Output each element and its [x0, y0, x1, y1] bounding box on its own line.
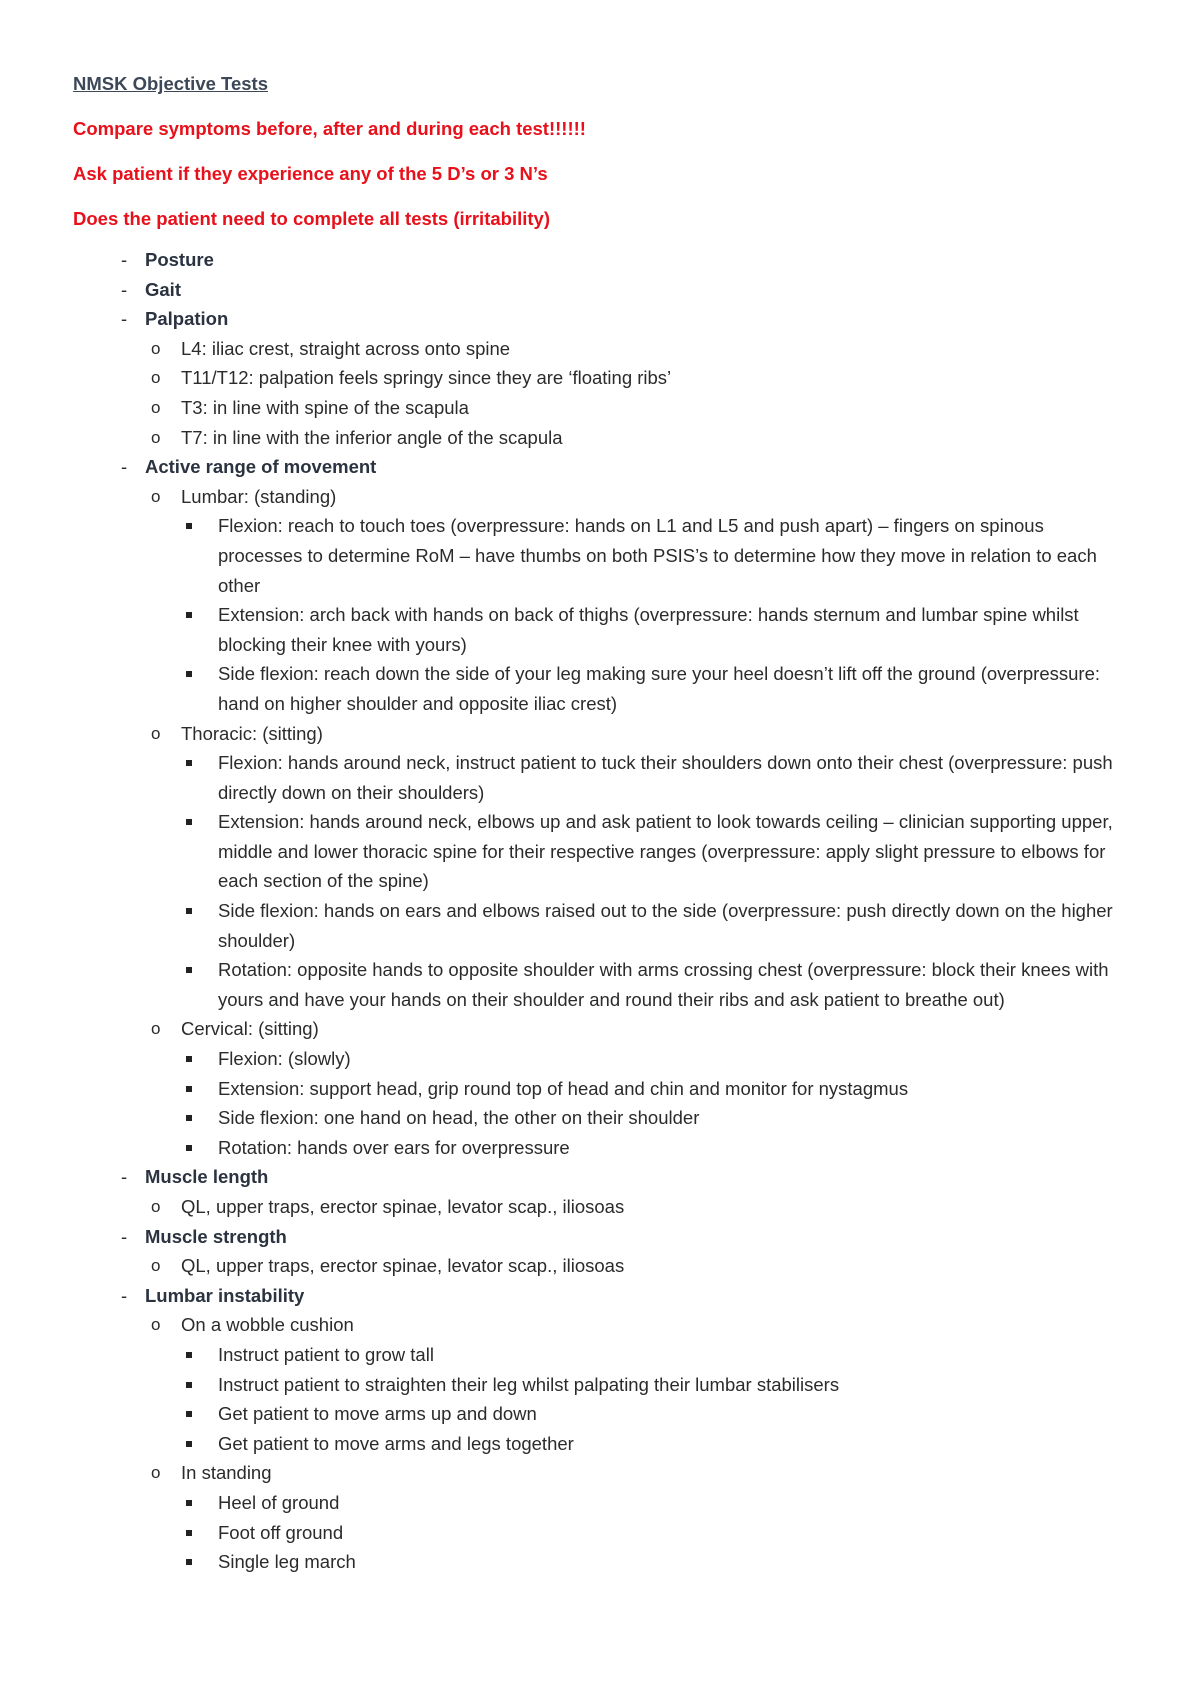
test-list: [73, 245, 1133, 1577]
list-item-muscle-length: [73, 1162, 1133, 1221]
section-label: Muscle strength: [145, 1225, 287, 1247]
list-item: [73, 393, 1133, 423]
list-item-lumbar: [73, 482, 1133, 719]
list-item: [73, 1251, 1133, 1281]
list-item: [73, 1340, 1133, 1370]
circle-marker: o: [151, 427, 161, 447]
item-text: Extension: support head, grip round top of head and chin and monitor for nystagmus: [218, 1077, 909, 1099]
item-text: Flexion: hands around neck, instruct patient to tuck their shoulders down onto their chest (overpressure: push directly down on their shoulders): [218, 752, 1113, 803]
document-body: [73, 72, 1133, 1577]
square-bullet-icon: [186, 1488, 192, 1519]
list-item: [73, 1044, 1133, 1074]
square-bullet-icon: [186, 1547, 192, 1578]
list-item: [73, 1103, 1133, 1133]
list-item: [73, 955, 1133, 1014]
square-bullet-icon: [186, 600, 192, 631]
circle-marker: o: [151, 1197, 161, 1216]
item-text: Side flexion: hands on ears and elbows raised out to the side (overpressure: push directly down on the higher shoulder): [218, 900, 1113, 951]
square-bullet-icon: [186, 1370, 192, 1401]
square-bullet-icon: [186, 955, 192, 986]
list-item: [73, 1133, 1133, 1163]
section-label: Lumbar instability: [145, 1284, 305, 1306]
item-text: Extension: arch back with hands on back of thighs (overpressure: hands sternum and lumbar spine whilst blocking their knee with yours): [218, 604, 1079, 655]
note-ask-patient: Ask patient if they experience any of the 5 D’s or 3 N’s: [73, 163, 548, 184]
list-item: [73, 600, 1133, 659]
square-bullet-icon: [186, 511, 192, 542]
circle-marker: o: [151, 1315, 161, 1335]
item-text: QL, upper traps, erector spinae, levator scap., iliosoas: [181, 1196, 625, 1217]
square-bullet-icon: [186, 748, 192, 779]
list-item-thoracic: [73, 719, 1133, 1015]
list-item: [73, 1488, 1133, 1518]
list-item-wobble-cushion: [73, 1310, 1133, 1458]
list-item: [73, 896, 1133, 955]
dash-marker: -: [121, 249, 128, 270]
section-label: Posture: [145, 249, 214, 270]
item-text: Get patient to move arms and legs together: [218, 1432, 574, 1454]
square-bullet-icon: [186, 1044, 192, 1075]
list-item-palpation: [73, 304, 1133, 452]
square-bullet-icon: [186, 1103, 192, 1134]
square-bullet-icon: [186, 1518, 192, 1549]
list-item-cervical: [73, 1014, 1133, 1162]
item-text: Flexion: (slowly): [218, 1048, 351, 1070]
circle-marker: o: [151, 338, 161, 358]
circle-marker: o: [151, 1463, 161, 1483]
item-text: T3: in line with spine of the scapula: [181, 396, 469, 418]
dash-marker: -: [121, 1225, 128, 1247]
list-item: [73, 363, 1133, 393]
list-item: [73, 1429, 1133, 1459]
subsection-label: In standing: [181, 1462, 272, 1484]
item-text: Instruct patient to straighten their leg whilst palpating their lumbar stabilisers: [218, 1373, 840, 1395]
circle-marker: o: [151, 368, 161, 388]
item-text: Heel of ground: [218, 1491, 340, 1513]
item-text: QL, upper traps, erector spinae, levator scap., iliosoas: [181, 1255, 625, 1277]
list-item: [73, 1192, 1133, 1222]
list-item: [73, 1518, 1133, 1548]
list-item: [73, 659, 1133, 718]
list-item-arom: [73, 452, 1133, 1162]
item-text: Rotation: hands over ears for overpressure: [218, 1136, 570, 1158]
subsection-label: Thoracic: (sitting): [181, 722, 323, 744]
list-item: [73, 1547, 1133, 1577]
note-irritability: Does the patient need to complete all tests (irritability): [73, 208, 550, 229]
list-item-in-standing: [73, 1458, 1133, 1576]
item-text: Rotation: opposite hands to opposite shoulder with arms crossing chest (overpressure: block their knees with yours and have your hands on their shoulder and round their ribs and ask patient to breathe out): [218, 959, 1109, 1010]
item-text: Instruct patient to grow tall: [218, 1343, 434, 1365]
circle-marker: o: [151, 397, 161, 417]
square-bullet-icon: [186, 1399, 192, 1430]
section-label: Muscle length: [145, 1166, 269, 1188]
dash-marker: -: [121, 278, 128, 300]
section-label: Palpation: [145, 308, 229, 330]
list-item-lumbar-instability: [73, 1281, 1133, 1577]
list-item: [73, 511, 1133, 600]
subsection-label: Lumbar: (standing): [181, 485, 337, 507]
list-item: [73, 334, 1133, 364]
list-item: [73, 1399, 1133, 1429]
list-item-muscle-strength: [73, 1222, 1133, 1281]
square-bullet-icon: [186, 1133, 192, 1164]
section-label: Gait: [145, 278, 181, 300]
dash-marker: -: [121, 1166, 128, 1188]
list-item: [73, 423, 1133, 453]
dash-marker: -: [121, 1284, 128, 1306]
circle-marker: o: [151, 723, 161, 743]
square-bullet-icon: [186, 1074, 192, 1105]
square-bullet-icon: [186, 1340, 192, 1371]
subsection-label: On a wobble cushion: [181, 1314, 354, 1336]
item-text: T11/T12: palpation feels springy since they are ‘floating ribs’: [181, 367, 672, 389]
subsection-label: Cervical: (sitting): [181, 1018, 319, 1040]
item-text: T7: in line with the inferior angle of the scapula: [181, 426, 563, 448]
dash-marker: -: [121, 308, 128, 330]
list-item: [73, 748, 1133, 807]
list-item: [73, 807, 1133, 896]
dash-marker: -: [121, 456, 128, 478]
item-text: Side flexion: reach down the side of your leg making sure your heel doesn’t lift off the ground (overpressure: hand on higher shoulder and opposite iliac crest): [218, 663, 1100, 714]
list-item-posture: [73, 245, 1133, 275]
circle-marker: o: [151, 1019, 161, 1039]
list-item-gait: [73, 275, 1133, 305]
circle-marker: o: [151, 486, 161, 506]
list-item: [73, 1370, 1133, 1400]
note-compare-symptoms: Compare symptoms before, after and during each test!!!!!!: [73, 118, 586, 139]
item-text: L4: iliac crest, straight across onto spine: [181, 337, 511, 359]
document-title: NMSK Objective Tests: [73, 73, 268, 94]
item-text: Extension: hands around neck, elbows up and ask patient to look towards ceiling – clinician supporting upper, middle and lower thoracic spine for their respective ranges (overpressure: apply slight pressure to elbows for each section of the spine): [218, 811, 1113, 892]
item-text: Single leg march: [218, 1551, 356, 1573]
item-text: Get patient to move arms up and down: [218, 1403, 537, 1425]
square-bullet-icon: [186, 807, 192, 838]
square-bullet-icon: [186, 896, 192, 927]
list-item: [73, 1074, 1133, 1104]
square-bullet-icon: [186, 1429, 192, 1460]
item-text: Side flexion: one hand on head, the other on their shoulder: [218, 1107, 700, 1129]
item-text: Foot off ground: [218, 1521, 344, 1543]
circle-marker: o: [151, 1256, 161, 1276]
item-text: Flexion: reach to touch toes (overpressure: hands on L1 and L5 and push apart) – fingers on spinous processes to determine RoM – have thumbs on both PSIS’s to determine how they move in relation to each other: [218, 515, 1097, 596]
square-bullet-icon: [186, 659, 192, 690]
section-label: Active range of movement: [145, 456, 377, 478]
